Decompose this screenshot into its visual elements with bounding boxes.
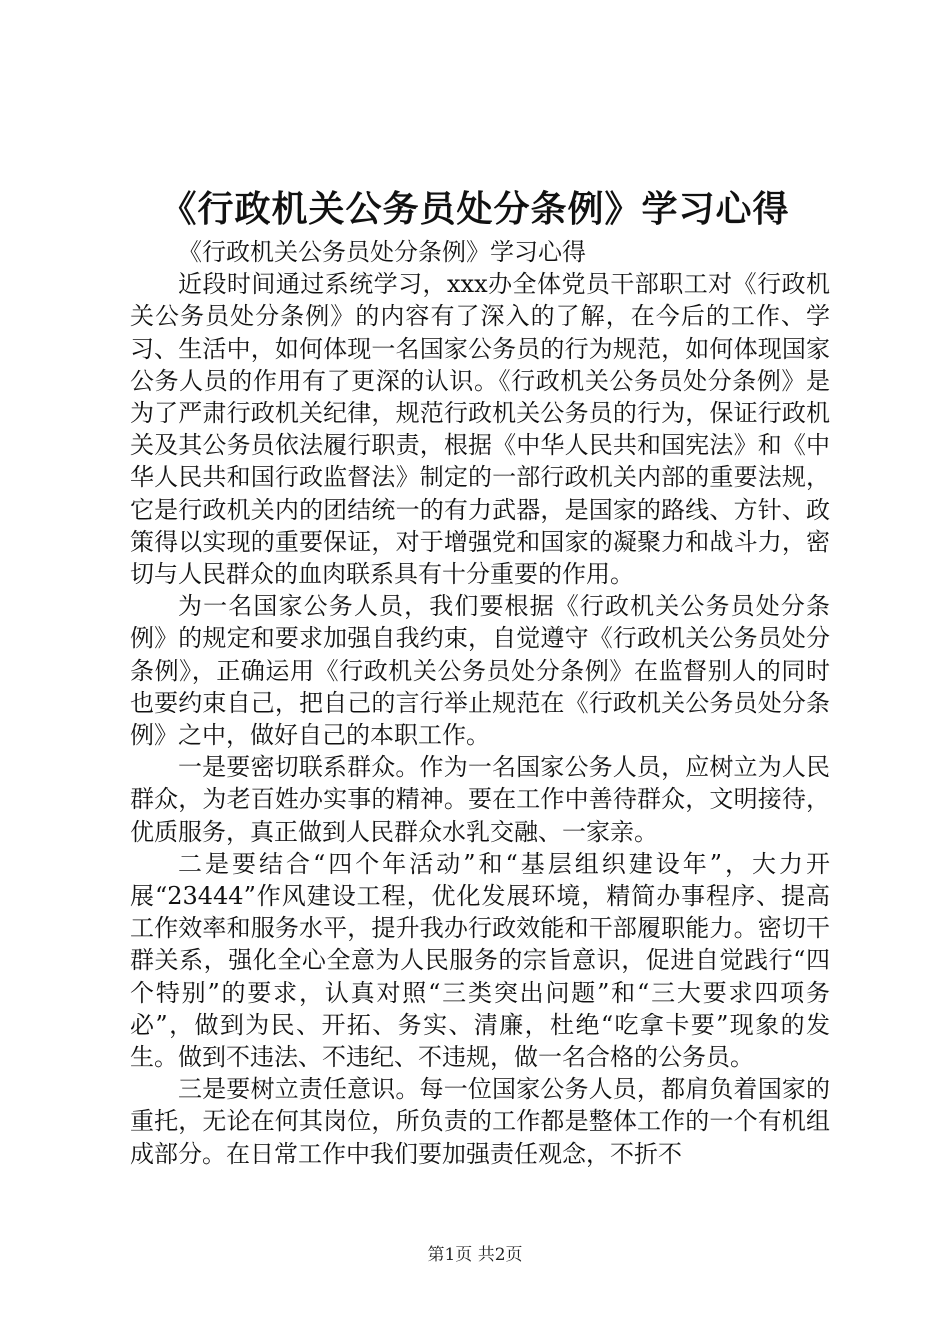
paragraph-point-three: 三是要树立责任意识。每一位国家公务人员，都肩负着国家的重托，无论在何其岗位，所负责的工作都是整体工作的一个有机组成部分。在日常工作中我们要加强责任观念，不折不 bbox=[130, 1075, 830, 1168]
document-title: 《行政机关公务员处分条例》学习心得 bbox=[160, 188, 790, 230]
page-number-footer: 第1页 共2页 bbox=[427, 1245, 523, 1265]
paragraph-subtitle: 《行政机关公务员处分条例》学习心得 bbox=[178, 238, 586, 266]
paragraph-point-two: 二是要结合“四个年活动”和“基层组织建设年”，大力开展“23444”作风建设工程，优化发展环境，精简办事程序、提高工作效率和服务水平，提升我办行政效能和干部履职能力。密切干群关系，强化全心全意为人民服务的宗旨意识，促进自觉践行“四个特别”的要求，认真对照“三类突出问题”和“三大要求四项务必”，做到为民、开拓、务实、清廉，杜绝“吃拿卡要”现象的发生。做到不违法、不违纪、不违规，做一名合格的公务员。 bbox=[130, 849, 830, 1072]
paragraph-intro: 近段时间通过系统学习，xxx办全体党员干部职工对《行政机关公务员处分条例》的内容有了深入的了解，在今后的工作、学习、生活中，如何体现一名国家公务员的行为规范，如何体现国家公务人员的作用有了更深的认识。《行政机关公务员处分条例》是为了严肃行政机关纪律，规范行政机关公务员的行为，保证行政机关及其公务员依法履行职责，根据《中华人民共和国宪法》和《中华人民共和国行政监督法》制定的一部行政机关内部的重要法规，它是行政机关内的团结统一的有力武器，是国家的路线、方针、政策得以实现的重要保证，对于增强党和国家的凝聚力和战斗力，密切与人民群众的血肉联系具有十分重要的作用。 bbox=[130, 270, 830, 589]
document-body bbox=[130, 236, 830, 1170]
paragraph-self-discipline: 为一名国家公务人员，我们要根据《行政机关公务员处分条例》的规定和要求加强自我约束，自觉遵守《行政机关公务员处分条例》，正确运用《行政机关公务员处分条例》在监督别人的同时也要约束自己，把自己的言行举止规范在《行政机关公务员处分条例》之中，做好自己的本职工作。 bbox=[130, 592, 830, 750]
paragraph-point-one: 一是要密切联系群众。作为一名国家公务人员，应树立为人民群众，为老百姓办实事的精神。要在工作中善待群众，文明接待，优质服务，真正做到人民群众水乳交融、一家亲。 bbox=[130, 753, 830, 846]
